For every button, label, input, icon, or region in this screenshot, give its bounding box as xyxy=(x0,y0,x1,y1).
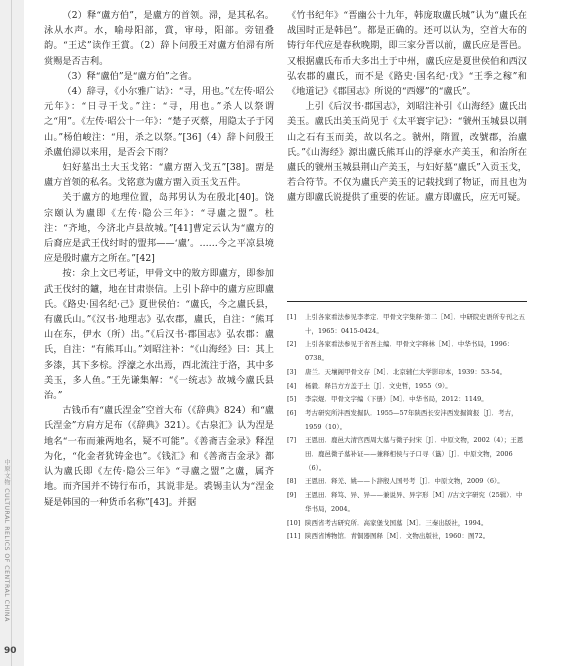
reference-number: [3] xyxy=(287,367,297,376)
body-paragraph: 妇好墓出土大玉戈铭：“盧方畱入戈五”[38]。畱是盧方首领的私名。戈铭意为盧方畱入贡玉戈五件。 xyxy=(44,162,274,189)
page-number: 90 xyxy=(4,646,17,656)
reference-text: 陕西省博物馆．青铜器图释［M］．文物出版社，1960：图72。 xyxy=(305,532,490,541)
reference-item xyxy=(287,407,527,434)
reference-item xyxy=(287,366,527,380)
sidebar-divider-line xyxy=(11,0,12,666)
reference-text: 唐兰．天壤阁甲骨文存［M］．北京辅仁大学影印本，1939：53-54。 xyxy=(305,367,507,376)
reference-item xyxy=(287,517,527,531)
body-paragraph: （2）释“盧方伯”，是盧方的首领。㴆，是其私名。泳从水声。水，喻母阳部，賞，审母，阳部。旁钮叠韵。“王迖”读作王賞。（2）辞卜问殷王对盧方伯㴆有所赏赐是否吉利。 xyxy=(44,10,274,67)
journal-label: 中原文物 CULTURAL RELICS OF CENTRAL CHINA xyxy=(2,455,11,626)
reference-text: 王恩田．释羌、姚——卜辞殷人国号考［J］．中原文物，2009（6）。 xyxy=(305,477,504,486)
right-text-column xyxy=(287,8,527,206)
left-text-column xyxy=(44,8,274,510)
reference-text: 陕西省考古研究所．高家堡戈国墓［M］．三秦出版社，1994。 xyxy=(305,518,488,527)
reference-text: 王恩田．释笃、异、异——兼说异、异字形［M］//古文字研究（25辑）．中华书局，2004。 xyxy=(305,491,523,513)
reference-item xyxy=(287,530,527,544)
body-paragraph: （4）辞寻，《小尔雅广诂》：“寻，用也。”《左传·昭公元年》：“日寻干戈。”注：“寻，用也。”杀人以祭谓之“用”。《左传·昭公十一年》：“楚子灭蔡，用隐太子于冈山。”杨伯峻注：“用，杀之以祭。”[36]（4）辞卜问殷王杀盧伯㴆以来用，是否会下雨？ xyxy=(44,86,274,158)
reference-item xyxy=(287,380,527,394)
reference-text: 上引各家看法参见于省吾主编．甲骨文字释林［M］．中华书局，1996：0738。 xyxy=(305,340,514,363)
body-paragraph: 《竹书纪年》“晋幽公十九年，韩庞取盧氏城”认为“盧氏在战国时正是韩邑”。都是正确的。还可以认为，空首大布的铸行年代应是春秋晚期，即三家分晋以前，盧氏应是晋邑。又根据盧氏布币大多出土于中州，盧氏应是夏世侯伯和西汉弘农郡的盧氏，而不是《路史·国名纪·戊》“王季之稼”和《地道记》《郡国志》所说的“西嫪”的“盧氏”。 xyxy=(287,10,527,98)
reference-text: 杨毅．释吕方方盖于土［J］．文史哲，1955（9）。 xyxy=(305,381,452,390)
reference-number: [1] xyxy=(287,313,297,321)
references-divider xyxy=(287,301,527,302)
reference-text: 王恩田．鹿邑大清宫西周大墓与微子封宋［J］．中原文物，2002（4）；王恩田．鹿邑微子墓补证——兼释相侯与子口寻（簋）［J］．中原文物，2006（6）。 xyxy=(305,436,524,472)
reference-item xyxy=(287,393,527,407)
reference-number: [5] xyxy=(287,395,297,404)
body-paragraph: （3）释“盧伯”是“盧方伯”之省。 xyxy=(62,70,198,82)
references-list xyxy=(287,311,527,544)
body-paragraph: 按：余上文已考证，甲骨文中的㪇方即盧方，即参加武王伐纣的鑪，地在甘肃崇信。上引卜辞中的盧方应即盧氏。《路史·国名纪·己》夏世侯伯：“盧氏，今之盧氏县，有盧氏山。”《汉书·地理志》弘农郡，盧氏，自注：“熊耳山在东，伊水（所）出。”《后汉书·郡国志》弘农郡：盧氏，自注：“有熊耳山。”刘昭注补：“《山海经》曰：其上多漆，其下多棕。浮濠之水出焉，西北流注于洛，其中多美玉，多人鱼。”王先谦集解：“《一统志》故城今盧氏县治。” xyxy=(44,268,274,402)
reference-text: 考古研究所沣西发掘队．1955—57年陕西长安沣西发掘简报［J］．考古，1959（10）。 xyxy=(305,408,518,431)
reference-number: [10] xyxy=(287,518,301,527)
reference-item xyxy=(287,338,527,365)
reference-item xyxy=(287,475,527,489)
reference-item xyxy=(287,489,527,516)
reference-text: 上引各家看法参见李孝定．甲骨文字集释·第二［M］．中研院史语所专刊之五十，1965：0415-0424。 xyxy=(305,313,525,335)
reference-number: [6] xyxy=(287,408,297,417)
reference-item xyxy=(287,434,527,475)
reference-number: [4] xyxy=(287,381,297,390)
reference-text: 李宗焜．甲骨文字编（下册）［M］．中华书局，2012：1149。 xyxy=(305,395,488,404)
sidebar xyxy=(0,0,24,666)
reference-number: [7] xyxy=(287,436,297,445)
body-paragraph: 古钱币有“盧氏涅金”空首大布（《辞典》824）和“盧氏涅金”方肩方足布（《辞典》321）。《古泉汇》认为涅是地名“一布而兼两地名，疑不可能”。《善斋吉金录》释涅为化，“化金者犹铸金也”。《钱汇》和《善斋吉金录》都认为盧氏即《左传·隐公三年》“寻盧之盟”之盧，属齐地。而齐国并不铸行布币，其说非是。裘锡圭认为“涅金疑是韩国的一种货币名称”[43]。并据 xyxy=(44,405,274,508)
body-paragraph: 上引《后汉书·郡国志》，刘昭注补引《山海经》盧氏出美玉。盧氏出美玉尚见于《太平寰宇记》：“虢州玉城县以荆山之石有玉而美，故以名之。虢州，隋置，改號郡，治盧氏。”《山海经》源出盧氏熊耳山的浮豪水产美玉，和治所在盧氏的虢州玉城县荆山产美玉，与妇好墓“盧氏”入贡玉戈，若合符节。不仅为盧氏产美玉的记载找到了物证，而且也为盧方即盧氏说提供了重要的佐证。盧方即盧氏，应无可疑。 xyxy=(287,101,527,204)
reference-number: [11] xyxy=(287,532,301,541)
reference-number: [9] xyxy=(287,491,297,500)
reference-number: [8] xyxy=(287,477,297,486)
reference-number: [2] xyxy=(287,340,297,349)
reference-item xyxy=(287,311,527,338)
body-paragraph: 关于盧方的地理位置，岛邦男认为在殷北[40]。饶宗颐认为盧即《左传·隐公三年》：“寻盧之盟”。杜注：“齐地，今济北卢县故城。”[41]曹定云认为“盧方的后裔应是武王伐纣时的盟邦——‘盧’。……今之平凉县境应是殷时盧方之所在。”[42] xyxy=(44,192,274,265)
